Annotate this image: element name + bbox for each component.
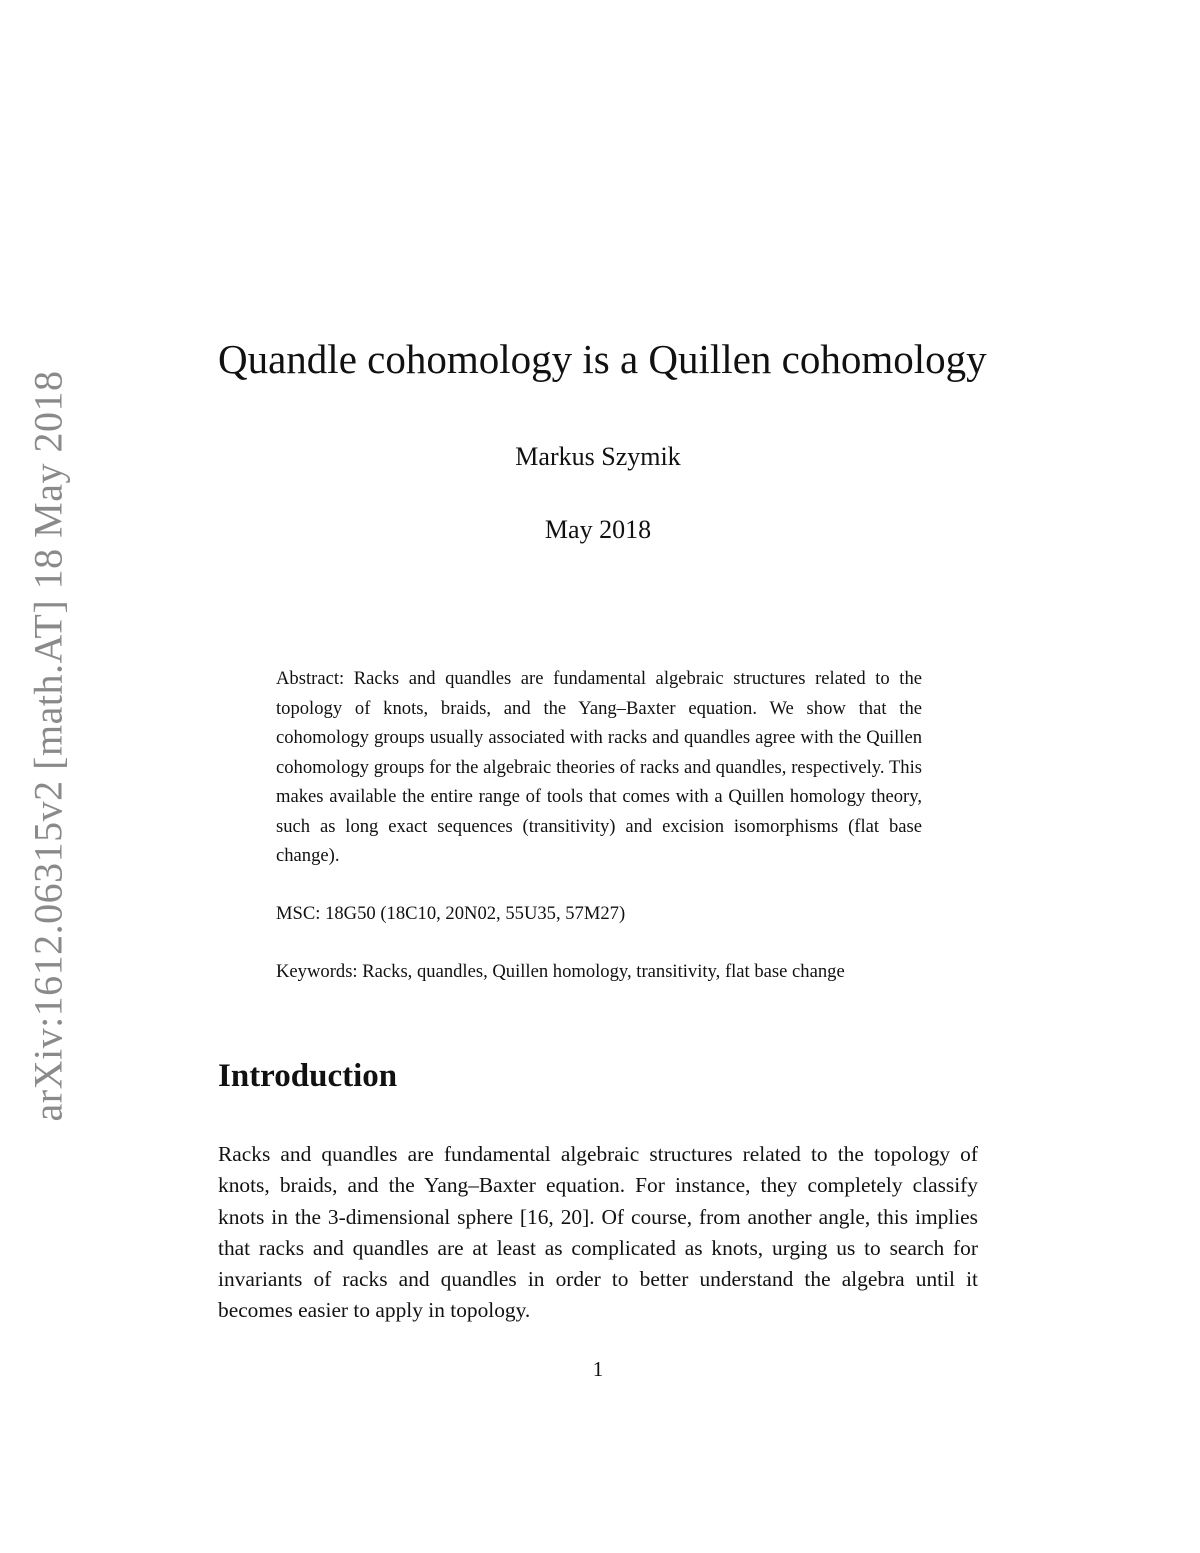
arxiv-identifier-stamp: arXiv:1612.06315v2 [math.AT] 18 May 2018 [25, 370, 71, 1122]
page-number: 1 [592, 1357, 604, 1381]
section-heading-introduction: Introduction [218, 1058, 398, 1094]
keywords-line: Keywords: Racks, quandles, Quillen homology, transitivity, flat base change [276, 961, 845, 982]
abstract-paragraph: Abstract: Racks and quandles are fundamental algebraic structures related to the topology of knots, braids, and the Yang–Baxter equation. We show that the cohomology groups usually associated with racks and quandles agree with the Quillen cohomology groups for the algebraic theories of racks and quandles, respectively. This makes available the entire range of tools that comes with a Quillen homology theory, such as long exact sequences (transitivity) and excision isomorphisms (flat base change). [276, 668, 922, 866]
publication-date: May 2018 [544, 515, 652, 544]
author-name: Markus Szymik [515, 442, 681, 471]
msc-classification: MSC: 18G50 (18C10, 20N02, 55U35, 57M27) [276, 903, 626, 924]
introduction-paragraph: Racks and quandles are fundamental algebraic structures related to the topology of knots, braids, and the Yang–Baxter equation. For instance, they completely classify knots in the 3-dimensional sphere [16, 20]. Of course, from another angle, this implies that racks and quandles are at least as complicated as knots, urging us to search for invariants of racks and quandles in order to better understand the algebra until it becomes easier to apply in topology. [218, 1142, 978, 1323]
paper-title: Quandle cohomology is a Quillen cohomology [218, 336, 987, 382]
